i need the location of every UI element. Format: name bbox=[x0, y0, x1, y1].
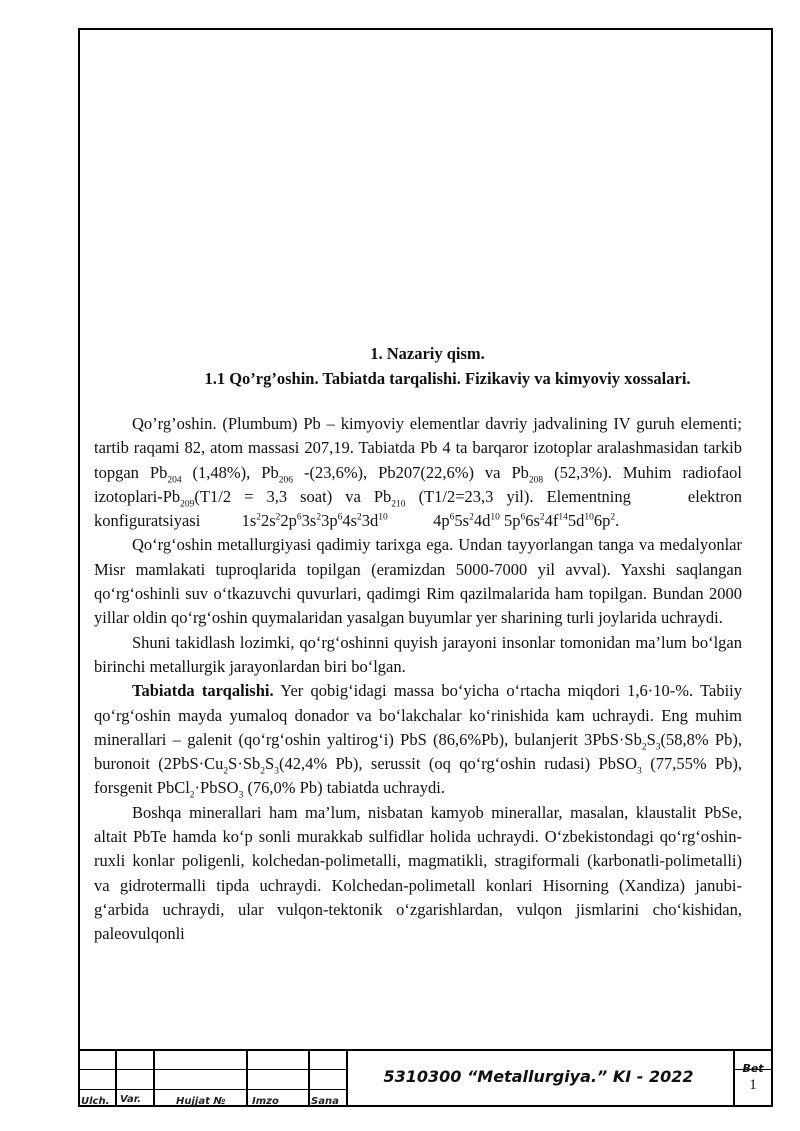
body-text bbox=[94, 412, 742, 947]
page-label: Bet bbox=[742, 1062, 764, 1075]
col-ulch-label: Ulch. bbox=[81, 1096, 110, 1107]
page-number: 1 bbox=[749, 1077, 757, 1093]
config-label: Elementning elektron konfiguratsiyasi bbox=[94, 486, 742, 531]
document-code: 5310300 “Metallurgiya.” KI - 2022 bbox=[383, 1067, 694, 1086]
heading-block bbox=[95, 341, 760, 391]
paragraph-5: Boshqa minerallari ham ma’lum, nisbatan kamyob minerallar, masalan, klaustalit PbSe, altait PbTe hamda ko‘p sonli murakkab sulfidlar holida uchraydi. O‘zbekistondagi qo‘rg‘oshin-ruxli konlar poligenli, kolchedan-polimetalli, magmatikli, stragiformali (karbonatli-polimetalli) va gidrotermalli tipda uchraydi. Kolchedan-polimetall konlari Hisorning (Xandiza) janubi-g‘arbida uchraydi, ular vulqon-tektonik o‘zgarishlardan, vulqon jismlarini cho‘kishidan, paleovulqonli bbox=[94, 802, 742, 944]
paragraph-3: Shuni takidlash lozimki, qo‘rg‘oshinni quyish jarayoni insonlar tomonidan ma’lum bo‘lgan birinchi metallurgik jarayonlardan biri bo‘lgan. bbox=[94, 632, 742, 676]
paragraph-2: Qo‘rg‘oshin metallurgiyasi qadimiy tarixga ega. Undan tayyorlangan tanga va medalyonlar Misr mamlakati tuproqlarida topilgan (eramizdan 5000-7000 yil avval). Yaxshi saqlangan qo‘rg‘oshinli suv o‘tkazuvchi quvurlari, qadimgi Rim qazilmalarida ham topilgan. Bundan 2000 yillar oldin qo‘rg‘oshin quymalaridan yasalgan buyumlar yer sharining turli joylarida uchraydi. bbox=[94, 535, 742, 628]
section-title: 1. Nazariy qism. bbox=[370, 344, 485, 363]
paragraph-4-heading: Tabiatda tarqalishi. bbox=[132, 681, 274, 701]
col-imzo-label: Imzo bbox=[252, 1096, 279, 1107]
col-var-label: Var. bbox=[120, 1094, 142, 1105]
col-hujjat-label: Hujjat № bbox=[176, 1096, 226, 1107]
title-block bbox=[78, 1049, 773, 1107]
paragraph-4: Tabiatda tarqalishi. Yer qobig‘idagi massa bo‘yicha o‘rtacha miqdori 1,6·10-%. Tabiiy qo‘rg‘oshin mayda yumaloq donador va bo‘lakchalar ko‘rinishida kam uchraydi. Eng muhim minerallari – galenit (qo‘rg‘oshin yaltirog‘i) PbS (86,6%Pb), bulanjerit $3PbS\cdot Sb_2S_3(58,8\%$ Pb), buronoit ($2PbS\cdot Cu_2S\cdot Sb_2S_3(42,4\%$ Pb), serussit (oq qo‘rg‘oshin rudasi) PbSO$_3$ (77,55% Pb), forsgenit PbCl$_2$·PbSO$_3$ (76,0% Pb) tabiatda uchraydi. bbox=[94, 681, 743, 801]
col-sana-label: Sana bbox=[311, 1096, 339, 1107]
subsection-title: 1.1 Qo’rg’oshin. Tabiatda tarqalishi. Fizikaviy va kimyoviy xossalari. bbox=[204, 369, 691, 388]
paragraph-1: Qo’rg’oshin. (Plumbum) Pb – kimyoviy elementlar davriy jadvalining IV guruh elementi; tartib raqami 82, atom massasi 207,19. Tabiatda Pb 4 ta barqaror izotoplar aralashmasidan tarkib topgan $Pb_{204}$ (1,48%), $Pb_{206}$ -(23,6%), Pb207(22,6%) va $Pb_{208}$ (52,3%). Muhim radiofaol izotoplari-$Pb_{209}(T1/2 = 3,3$ soat) va $Pb_{210}$ (T1/2=23,3 yil). Elementning elektron konfiguratsiyasi $1s^22s^22p^63s^23p^64s^23d^{10}$ $4p^65s^24d^{10}$ $5p^66s^24f^{14}5d^{10}6p^2$. bbox=[94, 414, 742, 531]
